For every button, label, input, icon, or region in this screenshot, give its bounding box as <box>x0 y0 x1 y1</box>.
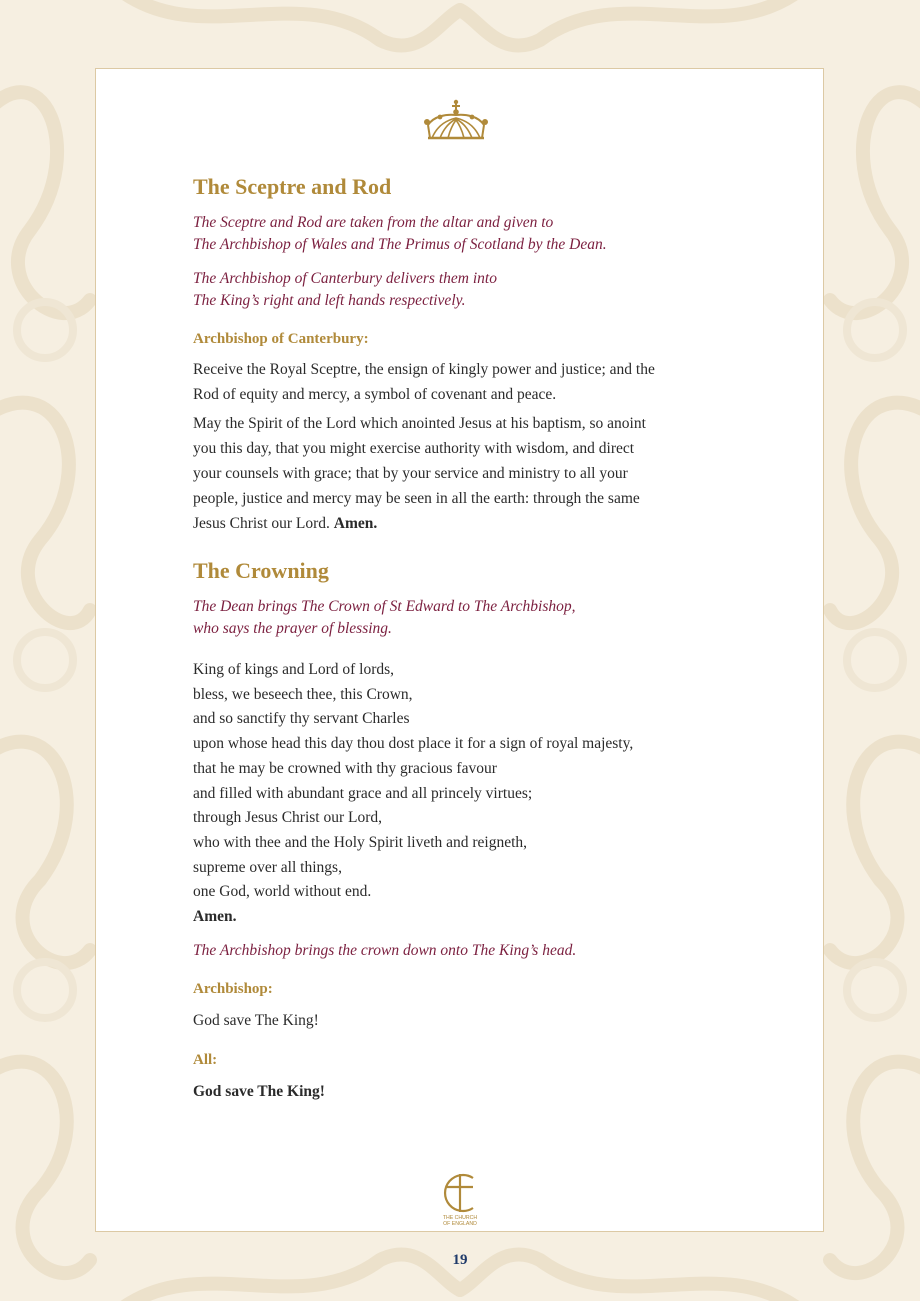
section-heading-sceptre: The Sceptre and Rod <box>193 174 392 199</box>
prayer-ending: Jesus Christ our Lord. <box>193 515 334 532</box>
prayer-line: one God, world without end. <box>193 883 372 901</box>
acclamation-all: God save The King! <box>193 1082 325 1100</box>
speaker-label: Archbishop of Canterbury: <box>193 331 369 347</box>
rubric-sceptre-taken: The Sceptre and Rod are taken from the altar and given to The Archbishop of Wales and The Primus of Scotland by the Dean. <box>193 214 607 253</box>
rubric-crown-brought: The Dean brings The Crown of St Edward to The Archbishop, who says the prayer of blessing. <box>193 598 576 637</box>
rubric-sceptre-delivered: The Archbishop of Canterbury delivers them into The King’s right and left hands respectively. <box>193 270 497 309</box>
paragraph-sceptre-receive: Receive the Royal Sceptre, the ensign of kingly power and justice; and the Rod of equity and mercy, a symbol of covenant and peace. <box>193 361 655 403</box>
section-heading-crowning: The Crowning <box>193 558 329 583</box>
paragraph-sceptre-prayer: May the Spirit of the Lord which anointed Jesus at his baptism, so anoint you this day, that you might exercise authority with wisdom, and direct your counsels with grace; that by your service and ministry to all your people, justice and mercy may be seen in all the earth: through the same Jesus Christ our Lord. Amen. <box>193 415 646 532</box>
prayer-line: upon whose head this day thou dost place it for a sign of royal majesty, <box>193 735 634 753</box>
prayer-line: through Jesus Christ our Lord, <box>193 809 383 827</box>
rubric-crown-placed: The Archbishop brings the crown down onto The King’s head. <box>193 941 577 959</box>
acclamation-archbishop: God save The King! <box>193 1011 319 1029</box>
church-of-england-logo <box>435 1170 485 1228</box>
amen-text: Amen. <box>333 515 378 532</box>
crown-icon <box>422 98 490 142</box>
page-number: 19 <box>452 1252 468 1268</box>
prayer-line: and so sanctify thy servant Charles <box>193 710 410 728</box>
speaker-label-all: All: <box>193 1051 218 1068</box>
prayer-line: King of kings and Lord of lords, <box>193 661 395 678</box>
logo-text-line: THE CHURCH <box>442 1215 478 1221</box>
prayer-line: who with thee and the Holy Spirit liveth and reigneth, <box>193 833 528 851</box>
prayer-line: bless, we beseech thee, this Crown, <box>193 685 413 703</box>
prayer-line: and filled with abundant grace and all princely virtues; <box>193 784 533 802</box>
prayer-of-blessing <box>193 658 733 930</box>
main-content <box>193 172 733 1104</box>
prayer-line: that he may be crowned with thy gracious favour <box>193 759 497 777</box>
logo-text-line: OF ENGLAND <box>443 1221 477 1227</box>
prayer-line: supreme over all things, <box>193 858 342 876</box>
amen-text: Amen. <box>193 908 237 926</box>
speaker-label-archbishop: Archbishop: <box>193 980 273 997</box>
